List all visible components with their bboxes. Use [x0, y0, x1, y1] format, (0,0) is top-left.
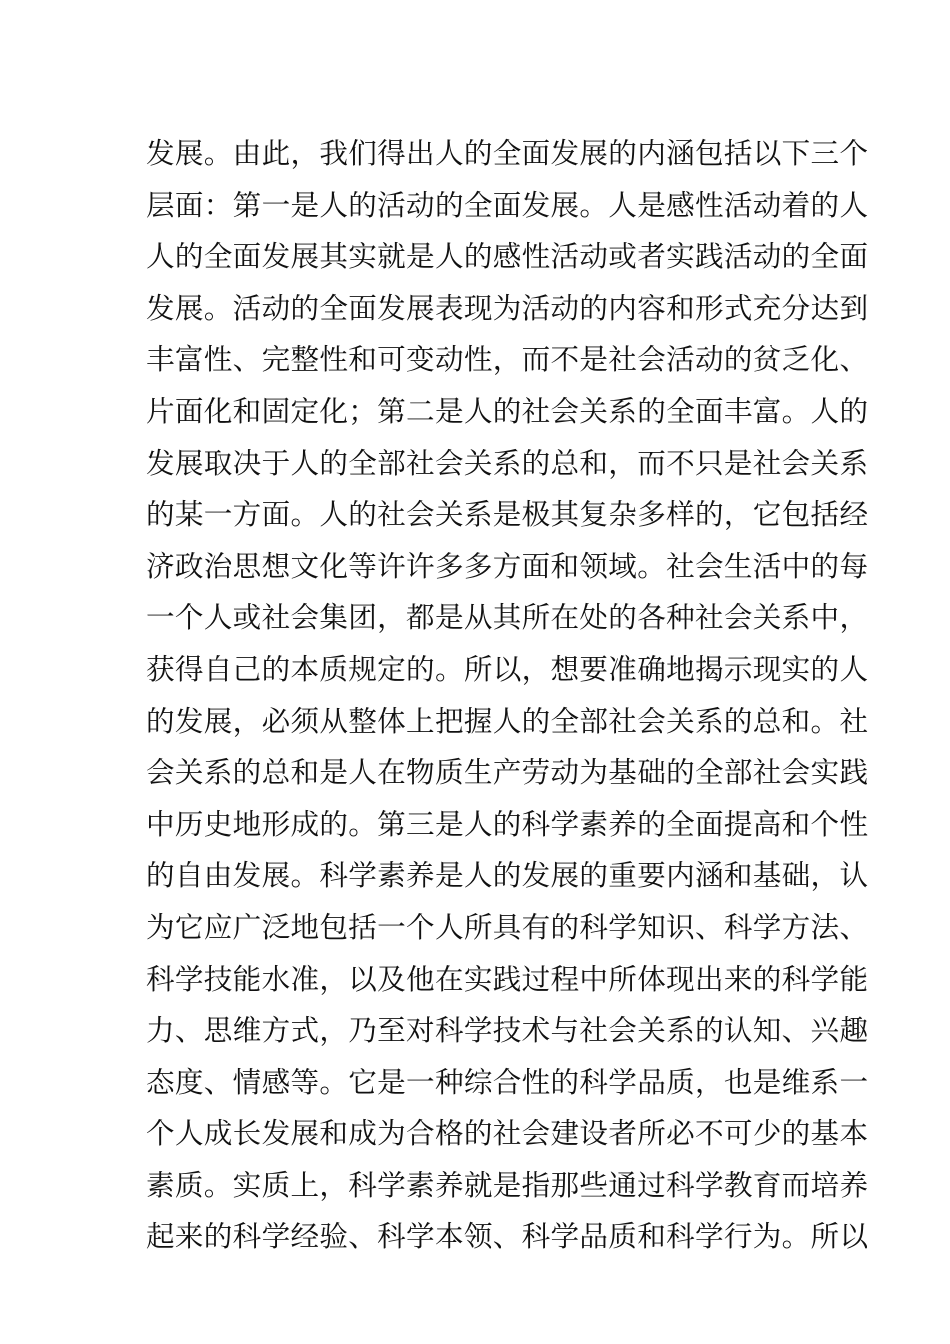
text-line: 获得自己的本质规定的。所以，想要准确地揭示现实的人 — [146, 651, 869, 686]
text-line: 态度、情感等。它是一种综合性的科学品质，也是维系一 — [146, 1064, 869, 1099]
text-line: 的发展，必须从整体上把握人的全部社会关系的总和。社 — [146, 703, 869, 738]
text-line: 片面化和固定化；第二是人的社会关系的全面丰富。人的 — [146, 393, 869, 428]
text-line: 起来的科学经验、科学本领、科学品质和科学行为。所以 — [146, 1219, 869, 1254]
text-line: 力、思维方式，乃至对科学技术与社会关系的认知、兴趣 — [146, 1013, 869, 1048]
text-line: 为它应广泛地包括一个人所具有的科学知识、科学方法、 — [146, 909, 869, 944]
text-line: 丰富性、完整性和可变动性，而不是社会活动的贫乏化、 — [146, 342, 869, 377]
text-line: 发展。活动的全面发展表现为活动的内容和形式充分达到 — [146, 290, 869, 325]
text-line: 中历史地形成的。第三是人的科学素养的全面提高和个性 — [146, 806, 869, 841]
text-line: 个人成长发展和成为合格的社会建设者所必不可少的基本 — [146, 1116, 869, 1151]
body-text — [146, 128, 869, 1263]
text-line: 的某一方面。人的社会关系是极其复杂多样的，它包括经 — [146, 497, 869, 532]
text-line: 人的全面发展其实就是人的感性活动或者实践活动的全面 — [146, 239, 869, 274]
text-line: 一个人或社会集团，都是从其所在处的各种社会关系中， — [146, 600, 869, 635]
text-line: 会关系的总和是人在物质生产劳动为基础的全部社会实践 — [146, 755, 869, 790]
text-line: 济政治思想文化等许许多多方面和领域。社会生活中的每 — [146, 548, 869, 583]
text-line: 发展取决于人的全部社会关系的总和，而不只是社会关系 — [146, 445, 869, 480]
text-line: 的自由发展。科学素养是人的发展的重要内涵和基础，认 — [146, 858, 869, 893]
text-line: 科学技能水准，以及他在实践过程中所体现出来的科学能 — [146, 961, 869, 996]
text-line: 层面：第一是人的活动的全面发展。人是感性活动着的人 — [146, 187, 869, 222]
text-line: 发展。由此，我们得出人的全面发展的内涵包括以下三个 — [146, 136, 869, 170]
text-line: 素质。实质上，科学素养就是指那些通过科学教育而培养 — [146, 1167, 869, 1202]
